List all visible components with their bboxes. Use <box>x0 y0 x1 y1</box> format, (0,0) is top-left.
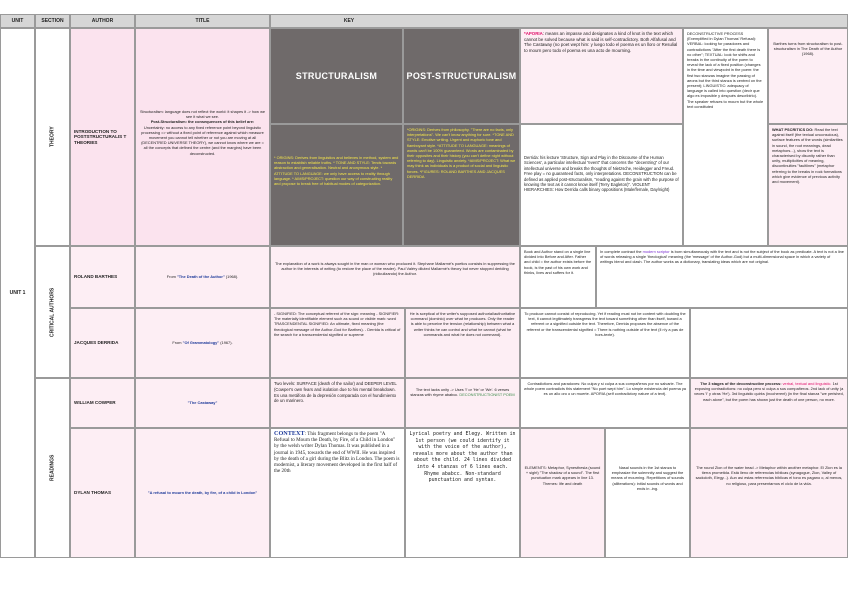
cowper-author: WILLIAM COWPER <box>70 378 135 428</box>
barthes-before-after: Book and Author stand on a single line divided into Before and After. Father and child = the author exists before the book, is the past of his own work and thinks, lives and suffers for it. <box>520 246 596 308</box>
cowper-title: "The Castaway" <box>135 378 270 428</box>
header-title: TITLE <box>135 14 270 28</box>
cowper-stages: The 3 stages of the deconstructive process: verbal, textual and linguistic. 1st exposing contradictions: no culpa pero sí culpa a sus compañeros. 2nd lack of unity (a veces 'I' y otras 'He'). 3rd linguistic quirks (incoherent) (in the final stanza "we perished, each alone", but the poem has shown just the death of one person, no more. <box>690 378 848 428</box>
cowper-unity: The text lacks unity -> Uses 'I' or 'He' or 'We'. 6 verses stanzas with rhyme ababcc. DECONSTRUCTIONIST POEM <box>405 378 520 428</box>
post-structuralism-heading: POST-STRUCTURALISM <box>403 28 520 124</box>
structuralism-heading: STRUCTURALISM <box>270 28 403 124</box>
derrida-author: JACQUES DERRIDA <box>70 308 135 378</box>
section-theory: THEORY <box>35 28 70 246</box>
deconstructive-process: DECONSTRUCTIVE PROCESS (Exemplified in Dylan Thomas' Refusal): VERBAL: looking for paradoxes and contradictions "After the first death there is no other"; TEXTUAL: look for shifts and breaks in the continuity of the poem to reveal the lack of a fixed position (changes in the time and viewpoint in the poem: the first two stanzas imagine the passing of aeons but the third stanza is centred on the present); LINGUISTIC: adequacy of language is called into question (decir que algo es imposible y después describirlo). The speaker refuses to mourn but the whole text constituted <box>683 28 768 246</box>
structuralism-definition: Structuralism: language does not reflect the world: it shapes it -> how we see it what we see. <box>139 109 266 120</box>
section-critical: CRITICAL AUTHORS <box>35 246 70 378</box>
derrida-sceptical: He is sceptical of the writer's supposed authorial/authoritative command (dominio) over what he produces. Only the reader is able to perceive the tension (relationship) between what a writer thinks he can control and what he cannot (what he commands and what he does not command). <box>405 308 520 378</box>
thomas-title: "A refusal to mourn the death, by fire, of a child in London" <box>135 428 270 558</box>
derrida-lecture: Derrida: his lecture 'Structure, Sign and Play in the Discourse of the Human Sciences', a particular intellectual "event" that concerns the "decentring" of our intellectual universe and breaks the thoughts of Nietzsche, Heidegger and Freud. Free play = no guaranteed facts, only interpretations. DECONSTRUCTION can be defined as applied post-structuralism, "reading against the grain with the purpose of knowing the text as it cannot know itself (Terry Eagleton)". VIOLENT HIERARCHIES: How Derrida calls binary oppositions (Male/female, Day/night) <box>520 124 683 246</box>
barthes-key: The explanation of a work is always sought in the man or woman who produced it. Stephane Mallarmé's poetics consists in suppressing the author in the interests of writing (to restore the place of the reader). Paul Valéry diluted Mallarmé's theory but never stopped deriding (ridiculizando) the Author. <box>270 246 520 308</box>
barthes-author: ROLAND BARTHES <box>70 246 135 308</box>
header-author: AUTHOR <box>70 14 135 28</box>
header-unit: UNIT <box>0 14 35 28</box>
barthes-turn: Barthes turns from structuralism to post-structuralism in The Death of the Author (1968). <box>768 28 848 124</box>
header-section: SECTION <box>35 14 70 28</box>
derrida-empty <box>690 308 848 378</box>
theory-title <box>135 28 270 246</box>
section-readings: READINGS <box>35 378 70 558</box>
thomas-elegy: Lyrical poetry and Elegy. Written in 1st person (we could identify it with the voice of the author), reveals more about the author than about the child. 24 lines divided into 4 stanzas of 6 lines each. Rhyme ababcc. Non-standard punctuation and syntax. <box>405 428 520 558</box>
post-structuralism-text: *ORIGINS: Derives from philosophy. "There are no facts, only interpretations". We can't know anything for sure. *TONE AND STYLE: Emotive writing. Urgent and euphoric tone and flamboyant style. *ATTITUDE TO LANGUAGE: meanings of words can't be 100% guaranteed. Words are contaminated by their opposites and their history (you can't define night without referring to day). Linguistic anxiety. *AIMS/PROJECT: What we may think as individuals is a product of social and linguistic forces. *FIGURES: ROLAND BARTHES AND JACQUES DERRIDA <box>403 124 520 246</box>
thomas-sounds: Nasal sounds in the 1st stanza to emphasize the solemnity and suggest the means of mourning. Repetitions of sounds (alliterations): initial sounds of words and ends in -ing. <box>605 428 690 558</box>
derrida-signified: - SIGNIFIED: The conceptual referent of the sign: meaning - SIGNIFIER: The materially identifiable element such as sound or visible mark: word TRASCENDENTAL SIGNIFIED: An ultimate, fixed meaning (the theological message of the Author-God for Barthes). - Derrida is critical of the search for a transcendental signified or supreme <box>270 308 405 378</box>
what-ps-critics-do: WHAT PSCRITICS DO: Read the text against itself (the textual unconscious), surface features of the words (similarities in sound, the root meanings, dead metaphors...), show the text is characterised by disunity rather than unity, multiplicities of meaning, discontinuities "faultlines" (metaphor referring to the breaks in rock formations which give evidence of previous activity and movement). <box>768 124 848 246</box>
cowper-contradictions: Contradictions and paradoxes: No culpa y sí culpa a sus compañeros por no salvarle. The whole poem contradicts this statement "No poet wept him". Lo simple existencia del poema ya es un allo oro o un muerte. APORIA (self contradictory nature of a text). <box>520 378 690 428</box>
thomas-zion: The round Zion of the water bead -> Metaphor within another metaphor. El Zion es la tierra prometida. Está lleno de referencias bíblicas (synagogue, Zion, Valley of sackcloth, Elegy...). Aun así estas referencias bíblicas el tono es pagano o, al menos, no religioso, para presentarnos el ciclo de la vida. <box>690 428 848 558</box>
derrida-title: From "Of Grammatology" (1967). <box>135 308 270 378</box>
post-structuralism-definition: Post-Structuralism: the consequences of this belief are: <box>150 119 255 125</box>
cowper-levels: Two levels: SURFACE (death of the sailor) and DEEPER LEVEL (Cowper's own fears and isolation due to his mental breakdown. Es una metáfora de la depresión comparada con el hundimiento de un marinero. <box>270 378 405 428</box>
unit-cell: UNIT 1 <box>0 28 35 558</box>
thomas-elements: ELEMENTS: Metaphor, Synesthesia (sound + sight) "The shadow of a sound". The first punctuation mark appears in line 13. Themes: life and death <box>520 428 605 558</box>
header-key: KEY <box>270 14 848 28</box>
theory-author: INTRODUCTION TO POSTSTRUCTURALIS T THEORIES <box>70 28 135 246</box>
barthes-modern-scriptor: In complete contract the modern scriptor is born simultaneously with the text and is not the subject of the book as predicate. A text is not a line of words releasing a single 'theological' meaning (the 'message' of the Author-God) but a multi-dimensional space in which a variety of writings blend and clash. The author works as a dictionary, translating ideas which are not original. <box>596 246 848 308</box>
thomas-context: CONTEXT: This fragment belongs to the poem "A Refusal to Mourn the Death, by Fire, of a Child in London" by the welsh writer Dylan Thomas. It was published in a journal in 1945, towards the end of WWII. He was inspired by the death of a girl during the Blitz in London. The poem is modernist, a literary movement developed in the first half of the 20th <box>270 428 405 558</box>
thomas-author: DYLAN THOMAS <box>70 428 135 558</box>
barthes-title: From "The Death of the Author" (1968). <box>135 246 270 308</box>
modern-scriptor-link: modern scriptor <box>642 249 670 254</box>
aporia-cell: *APORIA: means an impasse and designates a kind of knot in the text which cannot be solved because what is said is self-contradictory. Both Alfafusal and The Castaway (no poet wept him: y luego todo el poema es un lloro or Resulial to mourn pero todo el poema es una acto de mourning. <box>520 28 683 124</box>
derrida-hors-texte: To produce cannot consist of reproducing. Yet if reading must not be content with doubling the text, it cannot legitimately transgress the text toward something other than itself, toward a referent or a signified outside the text. Therefore, Derrida proposes the absence of the referent or the transcendental signified = There is nothing outside of the text (Il n'y a pas de hors-texte). <box>520 308 690 378</box>
uncertainty-text: Uncertainty: no access to any fixed reference point beyond linguistic processing => without a fixed point of reference against which measure movement you cannot tell whether or not you are moving at all (DECENTRED UNIVERSE THEORY), we cannot know where we are = all the concepts that defined the centre (and the margins) have been deconstructed. <box>141 124 264 156</box>
structuralism-text: * ORIGINS: Derives from linguistics and believes in method, system and reason to establish reliable truths. * TONE AND STYLE: Tends towards abstraction and generalisation. Neutral and anonymous style. * ATTITUDE TO LANGUAGE: we only have access to reality through language. * AIMS/PROJECT: question our way of constructing reality and propose to break free of habitual modes of categorization. <box>270 124 403 246</box>
